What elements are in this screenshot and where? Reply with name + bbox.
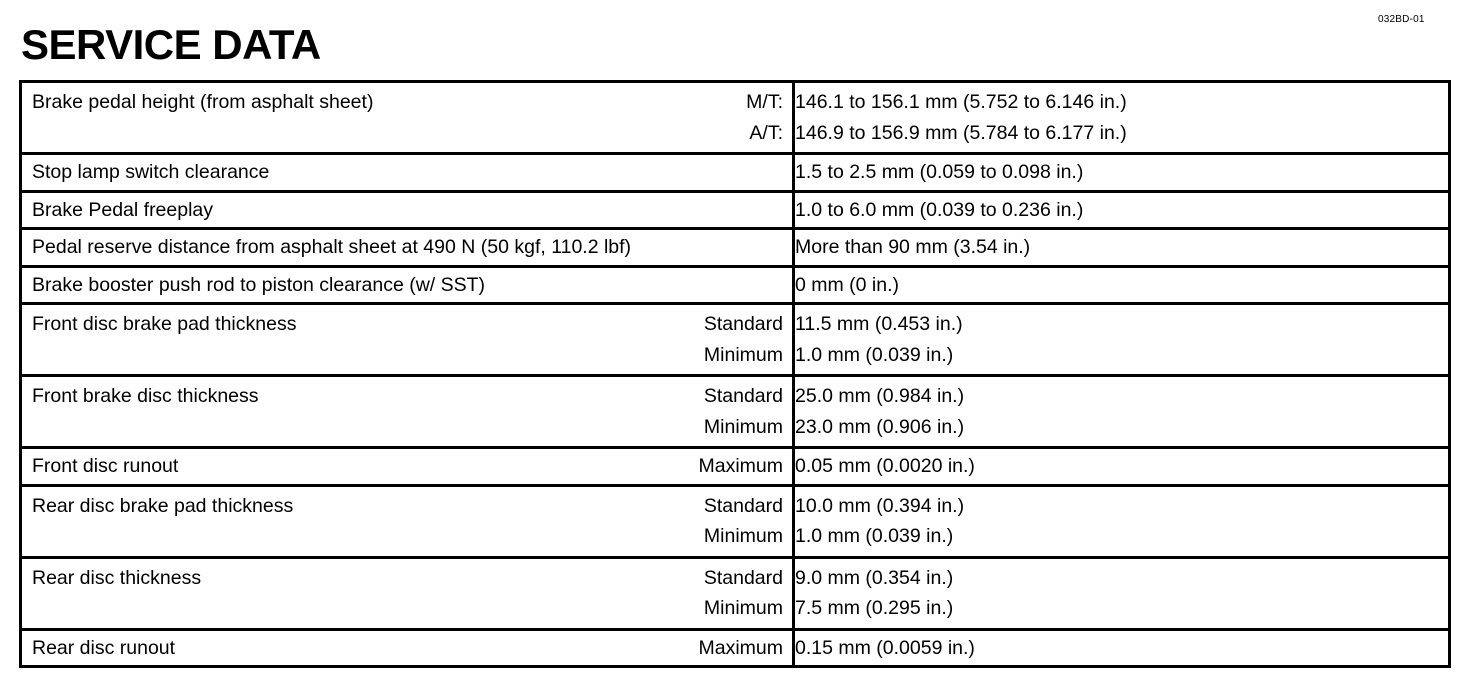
value-cell (794, 448, 1450, 486)
item-wrap (22, 491, 792, 552)
spec-value: 0 mm (0 in.) (795, 273, 900, 296)
item-cell (21, 376, 794, 448)
value-cell (794, 154, 1450, 192)
condition-label: Minimum (703, 415, 783, 438)
item-wrap (22, 230, 792, 265)
item-label: Brake booster push rod to piston clearance (w/ SST) (32, 273, 486, 296)
spec-value: 1.5 to 2.5 mm (0.059 to 0.098 in.) (795, 161, 1084, 183)
item-wrap (22, 449, 792, 484)
condition-column (704, 563, 783, 624)
table-row (21, 154, 1450, 192)
item-label: Brake Pedal freeplay (32, 198, 214, 221)
item-cell (21, 629, 794, 667)
item-cell (21, 304, 794, 376)
table-row (21, 557, 1450, 629)
item-label: Brake pedal height (from asphalt sheet) (32, 91, 374, 113)
table-row (21, 376, 1450, 448)
table-row (21, 266, 1450, 304)
item-label: Rear disc runout (32, 636, 176, 659)
item-label: Pedal reserve distance from asphalt sheet at 490 N (50 kgf, 110.2 lbf) (32, 236, 632, 258)
item-cell (21, 266, 794, 304)
item-label: Front disc runout (32, 455, 179, 477)
spec-value: 146.1 to 156.1 mm (5.752 to 6.146 in.) (795, 91, 1127, 113)
table-row (21, 191, 1450, 229)
condition-column (704, 381, 783, 442)
item-wrap (22, 268, 792, 303)
value-cell (794, 82, 1450, 154)
item-wrap (22, 631, 792, 666)
spec-value: 11.5 mm (0.453 in.) (795, 313, 963, 335)
spec-value: 1.0 mm (0.039 in.) (795, 343, 954, 366)
service-data-table (19, 80, 1451, 668)
condition-label: Maximum (698, 455, 783, 477)
spec-value: 0.15 mm (0.0059 in.) (795, 636, 975, 659)
item-cell (21, 191, 794, 229)
condition-label: Minimum (703, 343, 783, 366)
item-cell (21, 448, 794, 486)
condition-column (698, 449, 783, 484)
spec-value: 9.0 mm (0.354 in.) (795, 566, 954, 589)
value-cell (794, 376, 1450, 448)
condition-label: Standard (703, 385, 783, 407)
condition-column (704, 309, 783, 370)
table-row (21, 485, 1450, 557)
item-label: Rear disc thickness (32, 566, 202, 589)
item-cell (21, 82, 794, 154)
page-title: SERVICE DATA (21, 21, 321, 68)
table-row (21, 304, 1450, 376)
table-row (21, 629, 1450, 667)
condition-label: Standard (703, 566, 783, 589)
item-cell (21, 229, 794, 267)
item-wrap (22, 87, 792, 148)
spec-value: 146.9 to 156.9 mm (5.784 to 6.177 in.) (795, 121, 1127, 144)
item-cell (21, 154, 794, 192)
spec-value: 23.0 mm (0.906 in.) (795, 415, 965, 438)
value-cell (794, 266, 1450, 304)
table-row (21, 448, 1450, 486)
condition-label: M/T: (746, 91, 783, 113)
value-cell (794, 304, 1450, 376)
item-label: Front disc brake pad thickness (32, 313, 297, 335)
item-label: Rear disc brake pad thickness (32, 494, 294, 517)
value-cell (794, 229, 1450, 267)
condition-column (746, 87, 783, 148)
item-wrap (22, 193, 792, 228)
item-wrap (22, 563, 792, 624)
spec-value: 25.0 mm (0.984 in.) (795, 385, 965, 407)
item-cell (21, 485, 794, 557)
value-cell (794, 557, 1450, 629)
item-wrap (22, 155, 792, 190)
value-cell (794, 629, 1450, 667)
item-label: Stop lamp switch clearance (32, 161, 270, 183)
condition-label: Standard (703, 313, 783, 335)
table-row (21, 82, 1450, 154)
spec-value: 1.0 mm (0.039 in.) (795, 525, 954, 547)
spec-value: 1.0 to 6.0 mm (0.039 to 0.236 in.) (795, 198, 1084, 221)
condition-label: A/T: (749, 121, 783, 144)
condition-label: Minimum (703, 597, 783, 619)
condition-label: Minimum (703, 525, 783, 547)
spec-value: 0.05 mm (0.0020 in.) (795, 455, 975, 477)
condition-column (698, 631, 783, 666)
condition-label: Standard (703, 494, 783, 517)
condition-column (704, 491, 783, 552)
spec-value: More than 90 mm (3.54 in.) (795, 236, 1031, 258)
item-label: Front brake disc thickness (32, 385, 259, 407)
spec-value: 7.5 mm (0.295 in.) (795, 597, 954, 619)
condition-label: Maximum (698, 636, 783, 659)
item-wrap (22, 381, 792, 442)
document-code: 032BD-01 (1378, 14, 1425, 25)
item-cell (21, 557, 794, 629)
table-row (21, 229, 1450, 267)
item-wrap (22, 309, 792, 370)
spec-value: 10.0 mm (0.394 in.) (795, 494, 965, 517)
value-cell (794, 191, 1450, 229)
service-data-table-body (21, 82, 1450, 667)
value-cell (794, 485, 1450, 557)
